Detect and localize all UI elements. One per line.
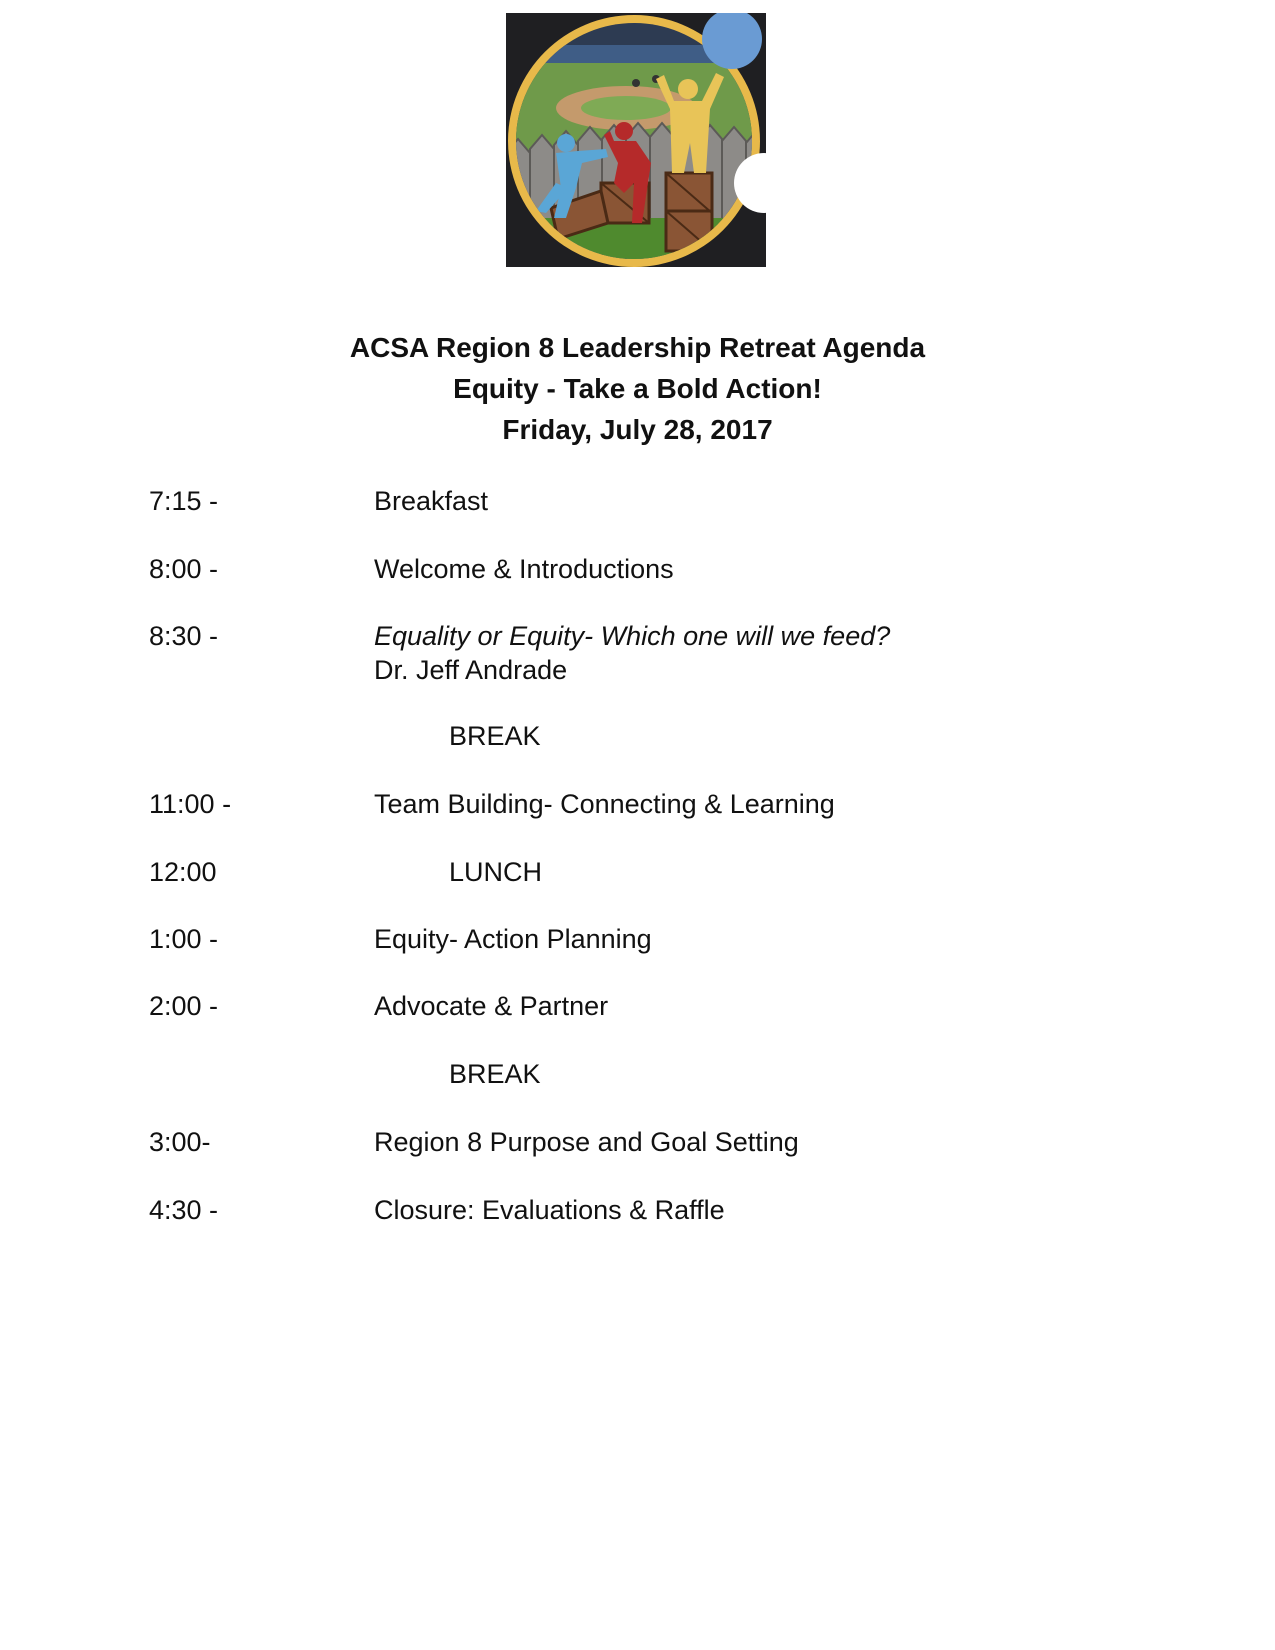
agenda-break: BREAK xyxy=(449,1059,541,1089)
agenda-time: 4:30 - xyxy=(149,1195,219,1225)
agenda-speaker: Dr. Jeff Andrade xyxy=(374,655,568,685)
agenda-time: 12:00 xyxy=(149,857,217,887)
agenda-item: Equity- Action Planning xyxy=(374,924,652,954)
agenda-date: Friday, July 28, 2017 xyxy=(502,414,773,445)
agenda-time: 1:00 - xyxy=(149,924,219,954)
agenda-item: Region 8 Purpose and Goal Setting xyxy=(374,1127,799,1157)
agenda-time: 2:00 - xyxy=(149,991,219,1021)
equity-fence-baseball-icon xyxy=(506,13,766,267)
agenda-item: Breakfast xyxy=(374,486,489,516)
agenda-item: Welcome & Introductions xyxy=(374,554,674,584)
agenda-time: 8:30 - xyxy=(149,621,219,651)
agenda-title: ACSA Region 8 Leadership Retreat Agenda xyxy=(349,332,926,363)
agenda-theme: Equity - Take a Bold Action! xyxy=(453,373,822,404)
agenda-item: Equality or Equity- Which one will we feed? xyxy=(374,621,891,651)
agenda-break: BREAK xyxy=(449,721,541,751)
agenda-break: LUNCH xyxy=(449,857,543,887)
agenda-item: Advocate & Partner xyxy=(374,991,609,1021)
equity-logo xyxy=(506,13,766,267)
agenda-item: Closure: Evaluations & Raffle xyxy=(374,1195,725,1225)
agenda-time: 3:00- xyxy=(149,1127,211,1157)
agenda-time: 8:00 - xyxy=(149,554,219,584)
agenda-time: 11:00 - xyxy=(149,789,232,819)
agenda-header xyxy=(0,327,1275,450)
agenda-item: Team Building- Connecting & Learning xyxy=(374,789,835,819)
agenda-time: 7:15 - xyxy=(149,486,219,516)
